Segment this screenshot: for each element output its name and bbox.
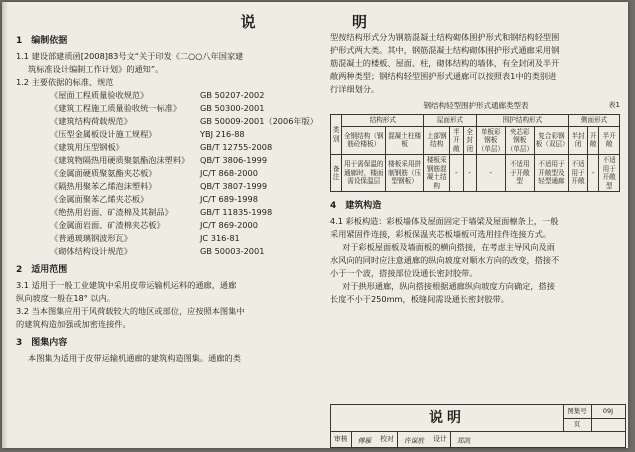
td-cell: - bbox=[463, 155, 476, 192]
standards-list bbox=[16, 89, 316, 258]
section1-title: 1 编制依据 bbox=[16, 36, 68, 46]
standard-code: GB/T 12755-2008 bbox=[200, 142, 273, 152]
th-side-semi: 半开敞 bbox=[599, 126, 620, 155]
section3-p1: 本图集为适用于皮带运输机通廊的建筑构造图集。通廊的类 bbox=[28, 353, 241, 363]
standard-row bbox=[16, 102, 316, 115]
section1-p1: 1.1 建设部建质函[2008]83号文“关于印发《二○○八年国家建 bbox=[16, 51, 244, 61]
section2-p2a: 3.2 当本图集应用于风荷载较大的地区或部位，应按照本图集中 bbox=[16, 306, 245, 316]
standard-row bbox=[16, 115, 316, 128]
section2-p1b: 纵向坡度一般在18° 以内。 bbox=[16, 293, 115, 303]
th-full-steel: 全钢结构（钢筋砼楼板） bbox=[342, 126, 386, 155]
section4-line: 4.1 彩板构造：彩板墙体及屋面固定于墙梁及屋面檩条上，一般 bbox=[330, 216, 559, 226]
th-rc: 混凝土柱楼板 bbox=[386, 126, 424, 155]
td-cell: 不适用于开敞型及轻型通廊 bbox=[534, 155, 568, 192]
standard-row bbox=[16, 193, 316, 206]
right-text-line: 筋混凝土的楼板、屋面、柱，砌体结构的墙体，有全封闭及半开 bbox=[330, 58, 560, 68]
standard-code: GB 50003-2001 bbox=[200, 246, 265, 256]
page-title-right: 明 bbox=[352, 13, 368, 31]
th-side: 侧面形式 bbox=[569, 115, 620, 127]
standard-name: 《建筑物隔热用硬质聚氨酯泡沫塑料》 bbox=[50, 155, 190, 165]
section2-p2b: 的建筑构造加强或加密连接件。 bbox=[16, 319, 131, 329]
th-wall-sandwich: 夹芯彩钢板（单层） bbox=[506, 127, 534, 153]
table-subheader-row bbox=[331, 126, 620, 155]
standard-code: QB/T 3807-1999 bbox=[200, 181, 268, 191]
drawing-name: 说明 bbox=[331, 405, 564, 432]
signature-row bbox=[331, 432, 625, 447]
standard-row bbox=[16, 128, 316, 141]
td-cell: 不适用于开敞型 bbox=[599, 155, 620, 192]
right-column bbox=[330, 13, 622, 306]
right-text-line: 敞两种类型；钢结构轻型围护形式通廊可以按照表1中的类别进 bbox=[330, 71, 557, 81]
td-cell: - bbox=[587, 155, 598, 192]
atlas-number-label: 图集号 bbox=[563, 405, 592, 419]
th-side-open: 开敞 bbox=[587, 126, 598, 155]
th-roof-closed: 全封闭 bbox=[463, 126, 476, 155]
design-label: 设计 bbox=[430, 432, 451, 447]
review-signature: 傅雁 bbox=[357, 436, 372, 445]
section4-line: 小于一个波，搭接部位设通长密封胶带。 bbox=[330, 268, 478, 278]
section3-title: 3 图集内容 bbox=[16, 338, 68, 348]
standard-row bbox=[16, 167, 316, 180]
standard-name: 《建筑用压型钢板》 bbox=[50, 142, 124, 152]
standard-code: JC/T 868-2000 bbox=[200, 168, 258, 178]
td-cell: - bbox=[476, 155, 505, 192]
standard-code: GB 50009-2001（2006年版） bbox=[200, 116, 318, 126]
check-label: 校对 bbox=[377, 432, 398, 447]
td-cell: 楼板采用拼制钢筋（压型钢板） bbox=[386, 155, 424, 192]
th-roof-half: 半开敞 bbox=[450, 126, 463, 155]
standard-code: QB/T 3806-1999 bbox=[200, 155, 268, 165]
standard-code: GB 50207-2002 bbox=[200, 90, 265, 100]
table-number: 表1 bbox=[608, 101, 620, 109]
section1-p2: 1.2 主要依据的标准、规范 bbox=[16, 77, 114, 87]
th-wall-single: 单板彩钢板（单层） bbox=[477, 127, 505, 153]
th-wall: 围护结构形式 bbox=[476, 115, 568, 127]
standard-name: 《建筑工程施工质量验收统一标准》 bbox=[50, 103, 182, 113]
th-roof-steel: 上部钢结构 bbox=[424, 126, 450, 155]
corridor-type-table bbox=[330, 114, 620, 192]
section2-p1a: 3.1 适用于一般工业建筑中采用皮带运输机运料的通廊，通廊 bbox=[16, 280, 237, 290]
page-label: 页 bbox=[563, 418, 592, 432]
document-page bbox=[2, 2, 628, 448]
td-category: 备注 bbox=[331, 155, 342, 192]
right-text-line: 行详细划分。 bbox=[330, 84, 380, 94]
standard-name: 《金属面聚苯乙烯夹芯板》 bbox=[50, 194, 149, 204]
left-column bbox=[16, 13, 318, 365]
section4-line: 对于拱形通廊，纵向搭接根据通廊纵向坡度方向确定，搭接 bbox=[342, 281, 555, 291]
standard-row bbox=[16, 154, 316, 167]
section4-line: 采用紧固件连接，彩板保温夹芯板墙板可选用挂件连接方式。 bbox=[330, 229, 552, 239]
td-cell: 不适用于开敞型 bbox=[505, 155, 534, 192]
section2-title: 2 适用范围 bbox=[16, 265, 68, 275]
section4-line: 水风向的同时应注意通廊的纵向坡度对顺水方向的改变，搭接不 bbox=[330, 255, 560, 265]
right-text-line: 护形式两大类。其中，钢筋混凝土结构砌体围护形式通廊采用钢 bbox=[330, 45, 560, 55]
table-row bbox=[331, 155, 620, 192]
standard-name: 《绝热用岩面、矿渣棉及其制品》 bbox=[50, 207, 173, 217]
standard-code: YBJ 216-88 bbox=[200, 129, 245, 139]
binding-strip bbox=[2, 2, 8, 448]
td-cell: 用于需保温的通廊时，楼面需设保温层 bbox=[342, 155, 386, 192]
standard-row bbox=[16, 180, 316, 193]
section4-title: 4 建筑构造 bbox=[330, 201, 382, 211]
section1-p1b: 筑标准设计编制工作计划》的通知”。 bbox=[28, 64, 164, 74]
standard-code: GB/T 11835-1998 bbox=[200, 207, 273, 217]
th-roof: 屋面形式 bbox=[424, 115, 477, 127]
standard-name: 《压型金属板设计施工规程》 bbox=[50, 129, 157, 139]
standard-code: JC/T 869-2000 bbox=[200, 220, 258, 230]
section4-line: 长度不小于250mm，板缝间需设通长密封胶带。 bbox=[330, 294, 509, 304]
right-text-line: 型按结构形式分为钢筋混凝土结构砌体围护形式和钢结构轻型围 bbox=[330, 32, 560, 42]
standard-row bbox=[16, 89, 316, 102]
standard-row bbox=[16, 141, 316, 154]
standard-row bbox=[16, 232, 316, 245]
table-caption bbox=[330, 99, 622, 112]
atlas-number-value: 09J bbox=[591, 405, 625, 419]
standard-name: 《金属面岩面、矿渣棉夹芯板》 bbox=[50, 220, 165, 230]
table-header-row bbox=[331, 115, 620, 127]
standard-name: 《砌体结构设计规范》 bbox=[50, 246, 132, 256]
standard-code: GB 50300-2001 bbox=[200, 103, 265, 113]
standard-name: 《普通玻璃钢波形瓦》 bbox=[50, 233, 132, 243]
standard-code: JC 316-81 bbox=[200, 233, 240, 243]
standard-name: 《隔热用聚苯乙烯泡沫塑料》 bbox=[50, 181, 157, 191]
check-signature: 许谋胜 bbox=[403, 436, 425, 445]
th-wall-composite: 复合彩钢板（双层） bbox=[534, 126, 568, 155]
standard-code: JC/T 689-1998 bbox=[200, 194, 258, 204]
drawing-title-block bbox=[330, 404, 626, 448]
standard-name: 《屋面工程质量验收规范》 bbox=[50, 90, 149, 100]
standard-row bbox=[16, 245, 316, 258]
th-structure: 结构形式 bbox=[342, 115, 424, 127]
standard-name: 《建筑结构荷载规范》 bbox=[50, 116, 132, 126]
page-title-left: 说 bbox=[240, 13, 262, 31]
section4-line: 对于彩板屋面板及墙面板的横向搭接，在考虑主导风向及雨 bbox=[342, 242, 555, 252]
td-cell: 不适用于开敞 bbox=[569, 155, 588, 192]
th-category: 类别 bbox=[331, 115, 342, 155]
td-cell: - bbox=[450, 155, 463, 192]
review-label: 审核 bbox=[331, 432, 352, 447]
table-caption-text: 钢结构轻型围护形式通廊类型表 bbox=[423, 101, 529, 110]
design-signature: 郑凯 bbox=[456, 436, 471, 445]
standard-row bbox=[16, 219, 316, 232]
standard-name: 《金属面硬质聚氨酯夹芯板》 bbox=[50, 168, 157, 178]
th-side-half: 半封闭 bbox=[569, 126, 588, 155]
standard-row bbox=[16, 206, 316, 219]
td-cell: 楼板采钢筋混凝土结构 bbox=[424, 155, 450, 192]
page-value bbox=[591, 418, 625, 432]
